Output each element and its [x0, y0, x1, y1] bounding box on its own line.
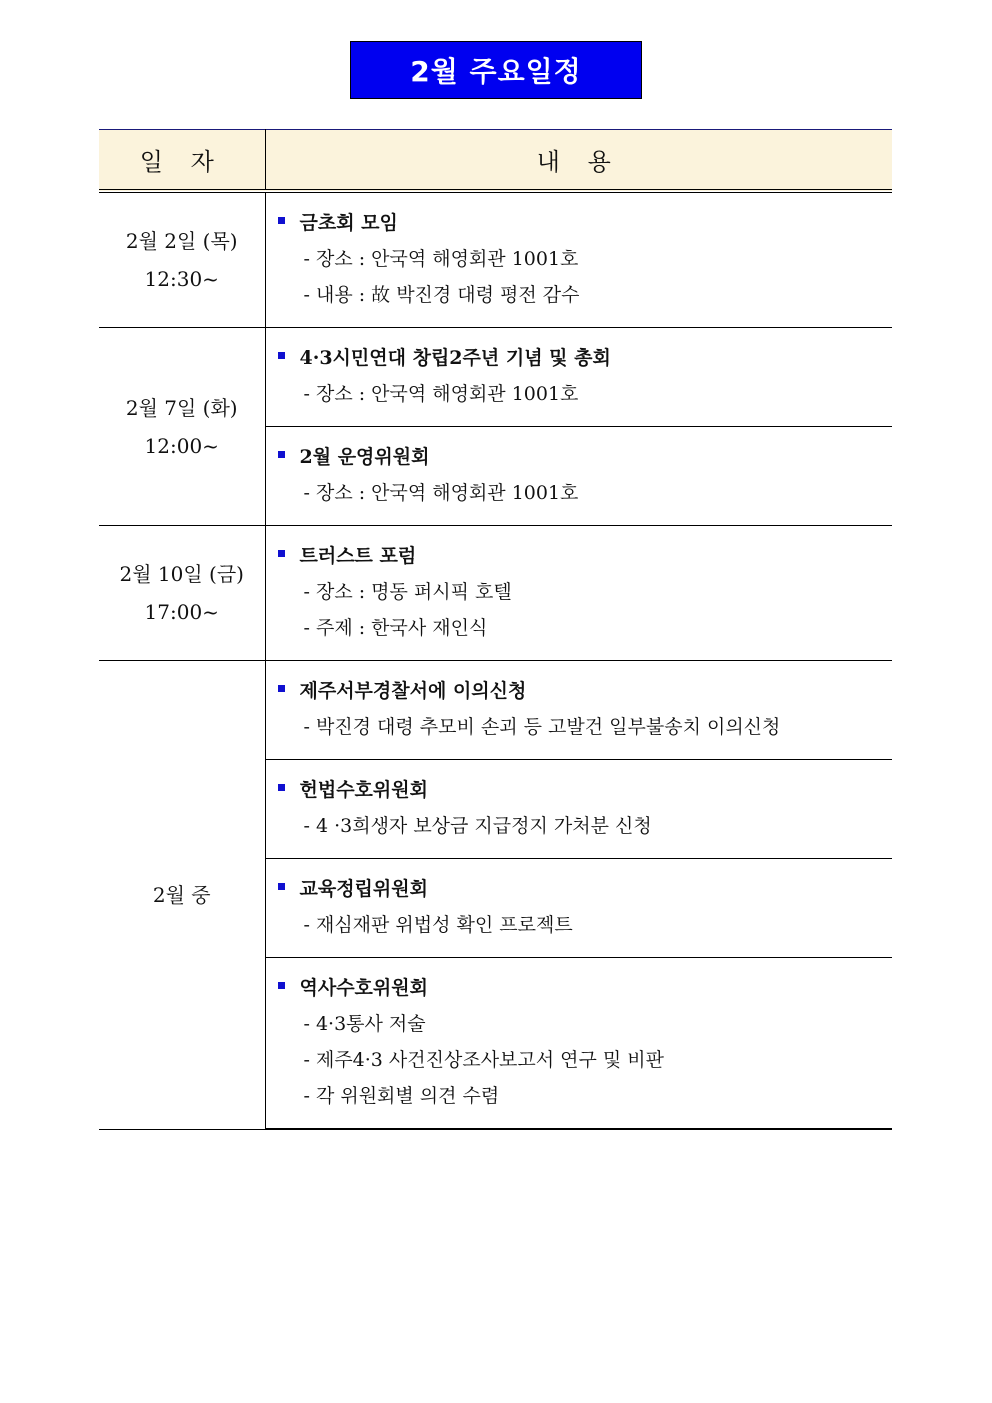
- table-row: [99, 661, 892, 760]
- item-title: [278, 439, 893, 475]
- table-row: [99, 191, 892, 328]
- item-title-text: 헌법수호위원회: [299, 779, 428, 801]
- square-bullet-icon: [278, 883, 285, 890]
- square-bullet-icon: [278, 352, 285, 359]
- item-detail: - 주제 : 한국사 재인식: [303, 617, 488, 639]
- schedule-time: 12:00~: [144, 433, 219, 458]
- schedule-time: 17:00~: [144, 600, 219, 624]
- content-column-header: 내 용: [265, 130, 892, 192]
- item-title-text: 제주서부경찰서에 이의신청: [299, 680, 527, 702]
- square-bullet-icon: [278, 217, 285, 224]
- schedule-body: [99, 191, 892, 1129]
- item-title: [278, 340, 893, 376]
- date-cell: [99, 191, 265, 328]
- schedule-date: 2월 2일 (목): [125, 229, 238, 253]
- date-column-header: 일 자: [99, 130, 265, 192]
- item-title-text: 트러스트 포럼: [299, 545, 417, 567]
- item-title: [278, 970, 893, 1006]
- item-title: [278, 205, 893, 241]
- item-detail: - 장소 : 안국역 해영회관 1001호: [303, 482, 579, 504]
- schedule-date: 2월 7일 (화): [125, 395, 238, 420]
- table-header-row: [99, 130, 892, 192]
- date-cell: [99, 526, 265, 661]
- item-detail: - 재심재판 위법성 확인 프로젝트: [303, 914, 573, 936]
- item-title: [278, 673, 893, 709]
- content-cell: [265, 328, 892, 427]
- table-row: [99, 526, 892, 661]
- item-title: [278, 538, 893, 574]
- item-detail: - 제주4·3 사건진상조사보고서 연구 및 비판: [303, 1049, 664, 1071]
- item-detail: - 장소 : 안국역 해영회관 1001호: [303, 383, 579, 405]
- schedule-date: 2월 중: [152, 882, 211, 907]
- schedule-time: 12:30~: [144, 267, 219, 291]
- schedule-date: 2월 10일 (금): [119, 562, 244, 586]
- item-detail: - 박진경 대령 추모비 손괴 등 고발건 일부불송치 이의신청: [303, 716, 781, 738]
- content-cell: [265, 526, 892, 661]
- square-bullet-icon: [278, 685, 285, 692]
- item-title-text: 4·3시민연대 창립2주년 기념 및 총회: [299, 347, 611, 369]
- content-cell: [265, 427, 892, 526]
- content-cell: [265, 958, 892, 1130]
- content-cell: [265, 760, 892, 859]
- item-detail: - 내용 : 故 박진경 대령 평전 감수: [303, 284, 580, 306]
- item-detail: - 장소 : 명동 퍼시픽 호텔: [303, 581, 512, 603]
- item-title-text: 금초회 모임: [299, 212, 398, 234]
- square-bullet-icon: [278, 784, 285, 791]
- item-title-text: 2월 운영위원회: [299, 446, 430, 468]
- item-detail: - 각 위원회별 의견 수렴: [303, 1085, 500, 1107]
- item-title-text: 교육정립위원회: [299, 878, 428, 900]
- item-detail: - 4 ·3희생자 보상금 지급정지 가처분 신청: [303, 815, 652, 837]
- content-cell: [265, 191, 892, 328]
- square-bullet-icon: [278, 982, 285, 989]
- table-row: [99, 328, 892, 427]
- square-bullet-icon: [278, 451, 285, 458]
- content-cell: [265, 661, 892, 760]
- item-detail: - 4·3통사 저술: [303, 1013, 426, 1035]
- item-title-text: 역사수호위원회: [299, 977, 428, 999]
- date-cell: [99, 661, 265, 1130]
- square-bullet-icon: [278, 550, 285, 557]
- item-title: [278, 871, 893, 907]
- date-cell: [99, 328, 265, 526]
- content-cell: [265, 859, 892, 958]
- page-title: 2월 주요일정: [350, 41, 642, 99]
- item-detail: - 장소 : 안국역 해영회관 1001호: [303, 248, 579, 270]
- schedule-table: [99, 129, 892, 1130]
- item-title: [278, 772, 893, 808]
